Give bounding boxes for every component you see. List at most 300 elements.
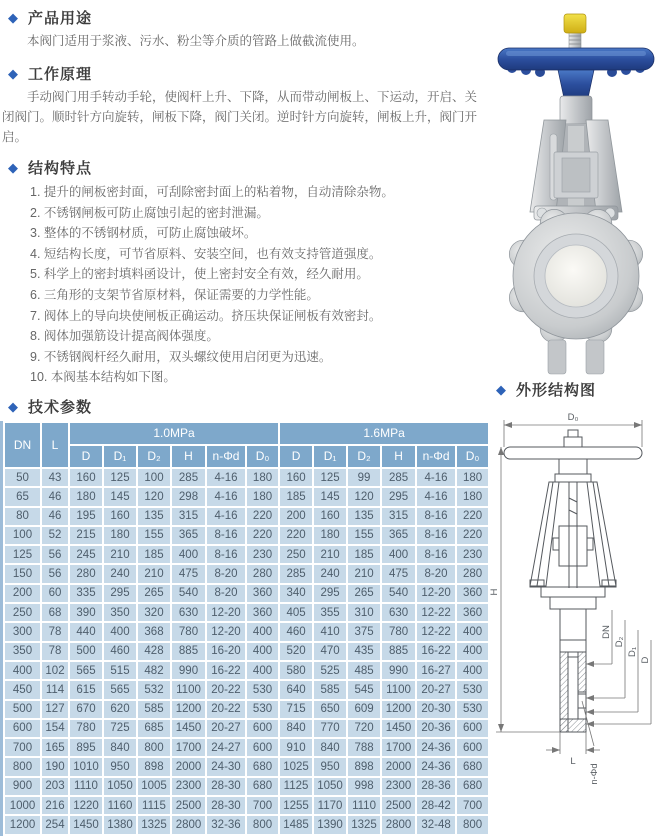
table-cell: 532 [138,681,170,698]
valve-photo-flange-body [509,209,642,374]
table-cell: 600 [457,739,488,756]
table-cell: 950 [104,758,136,775]
table-cell: 530 [247,701,278,718]
table-cell: 125 [314,469,346,486]
col-header-l: L [42,423,68,467]
table-cell: 52 [42,527,68,544]
outline-title: 外形结构图 [516,382,597,399]
table-cell: 368 [138,623,170,640]
table-cell: 285 [172,469,205,486]
table-cell: 898 [348,758,380,775]
table-cell: 895 [70,739,102,756]
table-cell: 640 [280,681,312,698]
table-cell: 280 [247,565,278,582]
table-cell: 670 [70,701,102,718]
table-cell: 295 [382,488,415,505]
table-cell: 220 [247,527,278,544]
table-cell: 1325 [138,816,170,833]
table-cell: 800 [138,739,170,756]
table-cell: 220 [247,508,278,525]
col-header-nphid: n-Φd [207,446,245,467]
table-cell: 28-36 [417,778,455,795]
table-cell: 630 [172,604,205,621]
table-cell: 43 [42,469,68,486]
table-cell: 1110 [70,778,102,795]
table-cell: 800 [247,816,278,833]
table-cell: 8-20 [207,585,245,602]
table-cell: 525 [314,662,346,679]
table-cell: 155 [138,527,170,544]
table-cell: 400 [104,623,136,640]
table-cell: 185 [280,488,312,505]
table-cell: 435 [348,643,380,660]
table-cell: 400 [457,623,488,640]
feature-item: 5. 科学上的密封填料函设计，使上密封安全有效，经久耐用。 [30,267,369,282]
table-cell: 315 [382,508,415,525]
table-cell: 470 [314,643,346,660]
table-cell: 245 [70,546,102,563]
table-cell: 375 [348,623,380,640]
table-cell: 240 [104,565,136,582]
table-cell: 350 [5,643,40,660]
table-cell: 210 [348,565,380,582]
table-cell: 165 [42,739,68,756]
table-cell: 300 [5,623,40,640]
table-cell: 185 [348,546,380,563]
table-cell: 8-16 [417,527,455,544]
feature-item: 7. 阀体上的导向块使闸板正确运动。挤压块保证闸板有效密封。 [30,308,382,323]
table-cell: 500 [5,701,40,718]
table-cell: 725 [104,720,136,737]
table-cell: 2500 [382,797,415,814]
col-header-d2: D₂ [348,446,380,467]
outline-drawing [488,402,660,802]
table-cell: 840 [314,739,346,756]
table-cell: 565 [70,662,102,679]
table-cell: 630 [382,604,415,621]
table-cell: 990 [172,662,205,679]
drawing-valve-outline [504,430,642,732]
table-cell: 12-20 [417,585,455,602]
table-cell: 320 [138,604,170,621]
table-cell: 1450 [382,720,415,737]
table-cell: 700 [457,797,488,814]
dim-label-d0: D₀ [567,412,579,423]
table-row [5,604,488,621]
col-header-d1: D₁ [104,446,136,467]
table-cell: 360 [457,585,488,602]
table-cell: 160 [280,469,312,486]
table-cell: 32-48 [417,816,455,833]
table-cell: 2300 [172,778,205,795]
table-cell: 135 [348,508,380,525]
table-row [5,546,488,563]
table-cell: 545 [348,681,380,698]
table-cell: 1200 [5,816,40,833]
table-cell: 715 [280,701,312,718]
table-cell: 285 [382,469,415,486]
col-header-h: H [382,446,415,467]
table-cell: 56 [42,565,68,582]
table-cell: 1255 [280,797,312,814]
table-cell: 360 [247,604,278,621]
col-header-d: D [70,446,102,467]
table-row [5,739,488,756]
table-cell: 1220 [70,797,102,814]
section-heading-features [8,157,492,178]
table-cell: 685 [138,720,170,737]
table-row [5,701,488,718]
table-row [5,758,488,775]
table-cell: 65 [5,488,40,505]
table-cell: 20-36 [417,720,455,737]
table-cell: 400 [457,643,488,660]
table-row [5,720,488,737]
diamond-icon: ◆ [8,10,19,25]
table-cell: 160 [70,469,102,486]
table-cell: 520 [280,643,312,660]
table-cell: 530 [457,701,488,718]
diamond-icon: ◆ [8,66,19,81]
col-header-d1: D₁ [314,446,346,467]
features-title: 结构特点 [28,160,93,177]
table-cell: 990 [382,662,415,679]
table-cell: 680 [247,778,278,795]
table-cell: 185 [138,546,170,563]
table-cell: 210 [314,546,346,563]
table-cell: 400 [247,623,278,640]
section-heading-params [8,396,492,417]
table-cell: 840 [280,720,312,737]
table-cell: 2800 [172,816,205,833]
dim-label-d1: D₁ [627,646,638,658]
table-cell: 680 [247,758,278,775]
valve-photo-handwheel [498,48,654,98]
table-cell: 250 [5,604,40,621]
table-cell: 265 [348,585,380,602]
feature-item: 10. 本阀基本结构如下图。 [30,370,176,385]
table-cell: 102 [42,662,68,679]
table-cell: 998 [348,778,380,795]
table-row [5,623,488,640]
table-cell: 295 [104,585,136,602]
table-cell: 580 [280,662,312,679]
table-cell: 530 [247,681,278,698]
col-header-d0: D₀ [457,446,488,467]
table-cell: 1700 [382,739,415,756]
table-cell: 1485 [280,816,312,833]
table-cell: 16-27 [417,662,455,679]
table-cell: 910 [280,739,312,756]
table-cell: 120 [348,488,380,505]
table-cell: 20-22 [207,701,245,718]
table-cell: 680 [457,778,488,795]
table-cell: 32-36 [207,816,245,833]
table-cell: 56 [42,546,68,563]
features-list [30,182,492,388]
col-header-dn: DN [5,423,40,467]
table-cell: 390 [70,604,102,621]
table-cell: 600 [457,720,488,737]
table-cell: 12-20 [207,604,245,621]
table-cell: 485 [348,662,380,679]
table-cell: 220 [280,527,312,544]
table-cell: 340 [280,585,312,602]
table-cell: 200 [280,508,312,525]
table-cell: 1170 [314,797,346,814]
diamond-icon: ◆ [496,382,507,397]
feature-item: 8. 阀体加强筋设计提高阀体强度。 [30,329,219,344]
table-cell: 365 [172,527,205,544]
table-cell: 400 [457,662,488,679]
table-cell: 190 [42,758,68,775]
table-cell: 250 [280,546,312,563]
table-cell: 8-16 [207,546,245,563]
col-header-d: D [280,446,312,467]
table-cell: 8-16 [417,546,455,563]
table-cell: 1450 [70,816,102,833]
params-table-body [5,469,488,834]
table-cell: 2000 [172,758,205,775]
table-cell: 450 [5,681,40,698]
table-row [5,797,488,814]
table-cell: 180 [457,469,488,486]
table-cell: 20-27 [207,720,245,737]
table-cell: 180 [314,527,346,544]
table-cell: 620 [104,701,136,718]
table-cell: 360 [247,585,278,602]
table-cell: 12-22 [417,604,455,621]
table-cell: 950 [314,758,346,775]
table-cell: 180 [457,488,488,505]
table-cell: 400 [382,546,415,563]
table-cell: 125 [5,546,40,563]
group-header-16mpa: 1.6MPa [280,423,488,444]
table-cell: 700 [247,797,278,814]
table-cell: 1390 [314,816,346,833]
table-cell: 1005 [138,778,170,795]
table-cell: 680 [457,758,488,775]
table-cell: 350 [104,604,136,621]
table-cell: 216 [42,797,68,814]
table-cell: 460 [280,623,312,640]
table-cell: 780 [70,720,102,737]
table-cell: 400 [247,662,278,679]
dim-label-nphid: n-Φd [589,763,600,785]
table-cell: 1125 [280,778,312,795]
table-cell: 8-16 [417,508,455,525]
valve-photo [492,4,660,378]
table-cell: 24-36 [417,739,455,756]
table-cell: 500 [70,643,102,660]
dim-label-h: H [489,588,500,596]
dim-label-d: D [640,656,651,664]
group-header-10mpa: 1.0MPa [70,423,278,444]
table-cell: 1450 [172,720,205,737]
col-header-h: H [172,446,205,467]
table-cell: 280 [70,565,102,582]
table-cell: 280 [457,565,488,582]
table-cell: 24-27 [207,739,245,756]
table-cell: 4-16 [207,488,245,505]
table-cell: 428 [138,643,170,660]
table-cell: 78 [42,643,68,660]
table-row [5,488,488,505]
table-cell: 400 [172,546,205,563]
table-cell: 230 [457,546,488,563]
table-cell: 155 [348,527,380,544]
table-cell: 240 [314,565,346,582]
table-cell: 515 [104,662,136,679]
table-cell: 4-16 [417,488,455,505]
col-header-d2: D₂ [138,446,170,467]
table-cell: 160 [104,508,136,525]
params-title: 技术参数 [28,398,93,416]
table-cell: 1100 [172,681,205,698]
valve-photo-yoke [530,96,622,212]
table-cell: 24-36 [417,758,455,775]
table-cell: 898 [138,758,170,775]
table-cell: 195 [70,508,102,525]
table-cell: 1200 [382,701,415,718]
table-cell: 2300 [382,778,415,795]
usage-body: 本阀门适用于浆液、污水、粉尘等介质的管路上做截流使用。 [27,34,365,48]
table-cell: 298 [172,488,205,505]
table-cell: 16-20 [207,643,245,660]
table-cell: 20-22 [207,681,245,698]
table-cell: 400 [247,643,278,660]
table-cell: 46 [42,508,68,525]
feature-item: 3. 整体的不锈钢材质，可防止腐蚀破坏。 [30,226,257,241]
table-cell: 400 [5,662,40,679]
table-cell: 410 [314,623,346,640]
table-cell: 1700 [172,739,205,756]
table-row [5,469,488,486]
table-cell: 4-16 [207,508,245,525]
table-cell: 1200 [172,701,205,718]
table-cell: 460 [104,643,136,660]
principle-title: 工作原理 [28,66,93,83]
table-cell: 254 [42,816,68,833]
table-cell: 220 [457,527,488,544]
section-heading-usage [8,7,492,28]
table-cell: 60 [42,585,68,602]
table-row [5,643,488,660]
table-row [5,662,488,679]
table-cell: 100 [5,527,40,544]
table-cell: 295 [314,585,346,602]
table-row [5,816,488,833]
table-cell: 8-20 [417,565,455,582]
table-row [5,585,488,602]
feature-item: 4. 短结构长度，可节省原料、安装空间，也有效支持管道强度。 [30,246,382,261]
table-cell: 475 [172,565,205,582]
table-cell: 365 [382,527,415,544]
table-cell: 285 [280,565,312,582]
table-cell: 840 [104,739,136,756]
table-cell: 475 [382,565,415,582]
table-cell: 24-30 [207,758,245,775]
table-cell: 585 [138,701,170,718]
feature-item: 1. 提升的闸板密封面，可刮除密封面上的粘着物，自动清除杂物。 [30,185,394,199]
table-cell: 1025 [280,758,312,775]
table-cell: 265 [138,585,170,602]
table-cell: 800 [5,758,40,775]
table-cell: 615 [70,681,102,698]
table-cell: 600 [247,739,278,756]
table-cell: 154 [42,720,68,737]
table-cell: 900 [5,778,40,795]
table-cell: 20-27 [417,681,455,698]
table-cell: 1115 [138,797,170,814]
params-table [3,421,490,836]
table-cell: 360 [457,604,488,621]
table-cell: 150 [5,565,40,582]
table-cell: 180 [247,469,278,486]
table-cell: 120 [138,488,170,505]
diamond-icon: ◆ [8,160,19,175]
table-cell: 2000 [382,758,415,775]
table-cell: 230 [247,546,278,563]
table-row [5,508,488,525]
table-cell: 20-30 [417,701,455,718]
table-cell: 160 [314,508,346,525]
table-cell: 180 [104,527,136,544]
table-cell: 28-42 [417,797,455,814]
table-cell: 1110 [348,797,380,814]
table-cell: 482 [138,662,170,679]
table-cell: 125 [104,469,136,486]
table-cell: 1325 [348,816,380,833]
table-cell: 780 [172,623,205,640]
table-cell: 50 [5,469,40,486]
table-cell: 180 [70,488,102,505]
table-cell: 4-16 [207,469,245,486]
table-cell: 145 [314,488,346,505]
table-cell: 440 [70,623,102,640]
table-cell: 1160 [104,797,136,814]
table-cell: 315 [172,508,205,525]
dim-label-dn: DN [601,625,612,639]
dim-label-l: L [570,756,576,767]
table-cell: 200 [5,585,40,602]
table-cell: 135 [138,508,170,525]
section-heading-outline [496,379,596,400]
principle-body: 手动阀门用手转动手轮，使阀杆上升、下降，从而带动闸板上、下运动，开启、关闭阀门。顺时针方向旋转，闸板下降，阀门关闭。逆时针方向旋转，闸板上升，阀门开启。 [2,90,478,144]
table-cell: 609 [348,701,380,718]
table-cell: 180 [247,488,278,505]
table-cell: 540 [172,585,205,602]
table-cell: 2500 [172,797,205,814]
section-heading-principle [8,63,492,84]
table-row [5,778,488,795]
table-cell: 1050 [104,778,136,795]
diamond-icon: ◆ [8,398,19,414]
usage-title: 产品用途 [28,10,93,27]
table-cell: 114 [42,681,68,698]
table-cell: 68 [42,604,68,621]
table-cell: 565 [104,681,136,698]
table-cell: 2800 [382,816,415,833]
col-header-nphid: n-Φd [417,446,455,467]
table-cell: 80 [5,508,40,525]
table-cell: 145 [104,488,136,505]
table-cell: 335 [70,585,102,602]
table-cell: 127 [42,701,68,718]
table-cell: 1050 [314,778,346,795]
table-cell: 885 [382,643,415,660]
table-cell: 210 [104,546,136,563]
